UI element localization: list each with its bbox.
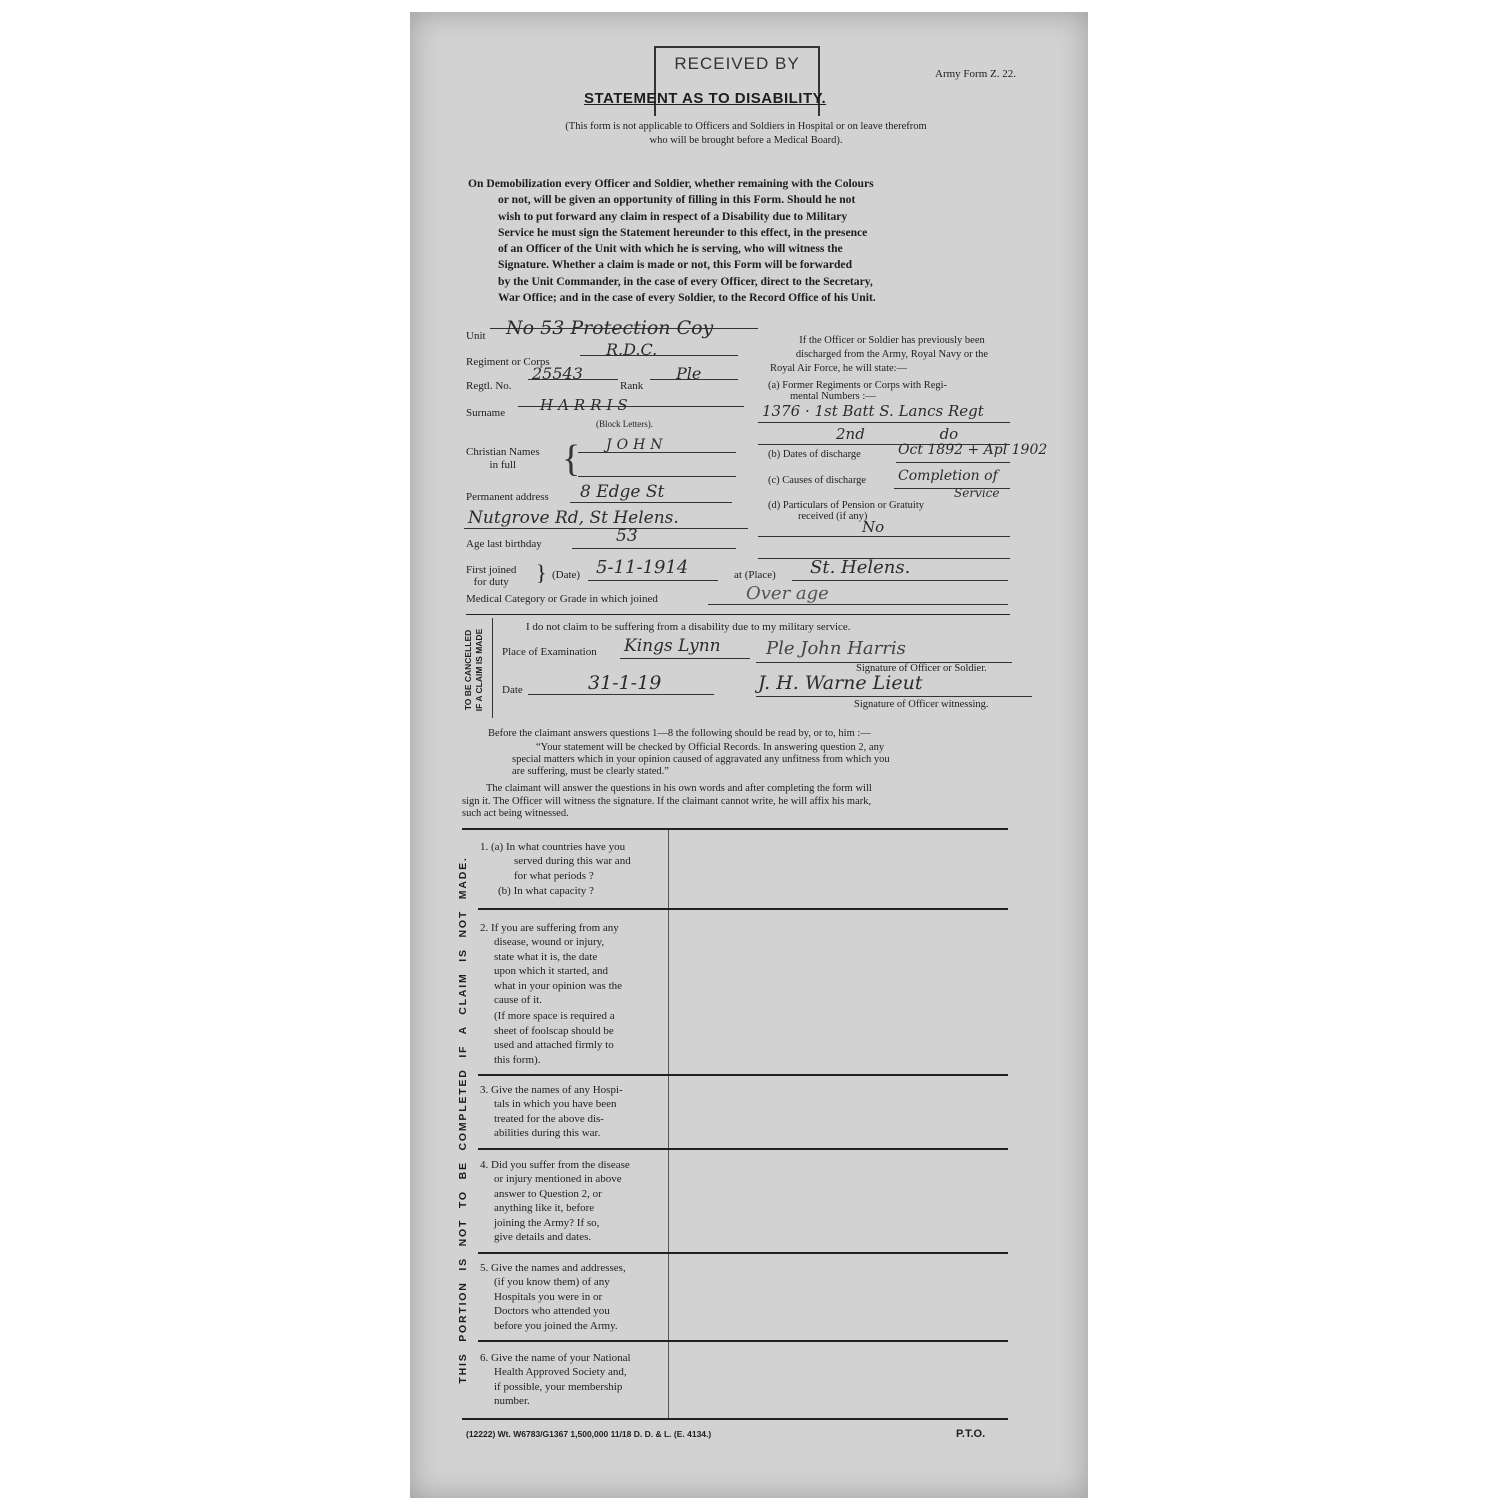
question-6 (480, 1351, 666, 1409)
q1-line: 1. (a) In what countries have you (480, 841, 626, 853)
place-label: at (Place) (734, 569, 776, 581)
q2-line: cause of it. (494, 994, 542, 1007)
intro-line: Signature. Whether a claim is made or not, this Form will be forwarded (498, 258, 853, 272)
q3-line: treated for the above dis- (494, 1112, 604, 1125)
declaration-date-label: Date (502, 684, 523, 696)
former-label-1: (a) Former Regiments or Corps with Regi- (768, 380, 948, 391)
christian-label-2: in full (489, 459, 517, 471)
claimant-line-2: sign it. The Officer will witness the signature. If the claimant cannot write, he will affix his mark, (462, 795, 872, 807)
question-4 (480, 1158, 666, 1244)
joined-date: 5-11-1914 (596, 557, 689, 578)
discharge-causes-value-1: Completion of (898, 468, 998, 484)
cancel-side-2: IF A CLAIM IS MADE (474, 628, 484, 712)
q5-line: Hospitals you were in or (494, 1290, 603, 1303)
address-line-1: 8 Edge St (580, 482, 665, 502)
q5-line: 5. Give the names and addresses, (480, 1262, 626, 1274)
intro-line: War Office; and in the case of every Soldier, to the Record Office of his Unit. (498, 291, 876, 305)
intro-line: Service he must sign the Statement hereunder to this effect, in the presence (498, 225, 868, 239)
q1-line: (b) In what capacity ? (498, 885, 594, 898)
rank-label: Rank (620, 380, 644, 392)
joined-place: St. Helens. (810, 557, 911, 578)
surname-label: Surname (466, 407, 506, 419)
unit-value: No 53 Protection Coy (506, 317, 714, 339)
question-2 (480, 921, 666, 1067)
instructions-intro: Before the claimant answers questions 1—8 the following should be read by, or to, him :— (488, 728, 871, 739)
previous-intro-3: Royal Air Force, he will state:— (770, 363, 908, 374)
q3-line: 3. Give the names of any Hospi- (480, 1084, 623, 1096)
q3-line: abilities during this war. (494, 1127, 601, 1140)
q2-line: this form). (494, 1053, 541, 1066)
exam-place-value: Kings Lynn (624, 636, 721, 656)
form-paper (410, 12, 1088, 1498)
q2-line: (If more space is required a (494, 1010, 615, 1023)
medical-label: Medical Category or Grade in which joined (466, 593, 658, 605)
claim-portion-text: THIS PORTION IS NOT TO BE COMPLETED IF A CLAIM IS NOT MADE. (457, 856, 469, 1384)
joined-label-1: First joined (466, 564, 517, 576)
christian-label-1: Christian Names (466, 446, 540, 458)
intro-line: On Demobilization every Officer and Soldier, whether remaining with the Colours (468, 177, 874, 190)
pension-label-2: received (if any) (798, 511, 868, 522)
intro-line: wish to put forward any claim in respect of a Disability due to Military (498, 209, 848, 223)
intro-line: or not, will be given an opportunity of filling in this Form. Should he not (498, 193, 856, 207)
q4-line: 4. Did you suffer from the disease (480, 1159, 630, 1171)
q4-line: give details and dates. (494, 1231, 592, 1244)
q4-line: anything like it, before (494, 1202, 595, 1215)
date-label: (Date) (552, 569, 581, 581)
discharge-causes-label: (c) Causes of discharge (768, 475, 867, 486)
discharge-causes-value-2: Service (954, 486, 1000, 500)
stamp-text: RECEIVED BY (674, 54, 800, 73)
print-info: (12222) Wt. W6783/G1367 1,500,000 11/18 D. D. & L. (E. 4134.) (466, 1429, 712, 1439)
q1-line: served during this war and (514, 855, 631, 868)
q6-line: 6. Give the name of your National (480, 1352, 631, 1364)
intro-line: of an Officer of the Unit with which he is serving, who will witness the (498, 242, 843, 256)
cancel-side-label (458, 624, 490, 716)
q2-line: state what it is, the date (494, 950, 598, 963)
officer-signature: J. H. Warne Lieut (758, 672, 923, 694)
intro-paragraph (468, 176, 1016, 306)
exam-place-label: Place of Examination (502, 646, 597, 658)
block-letters-note: (Block Letters). (596, 419, 653, 429)
claim-portion-side-label (450, 830, 476, 1420)
q2-line: upon which it started, and (494, 965, 608, 978)
former-regiments-value-2: 2nd do (836, 425, 959, 443)
previous-intro-2: discharged from the Army, Royal Navy or the (795, 349, 989, 360)
q4-line: joining the Army? If so, (494, 1216, 600, 1229)
regiment-label: Regiment or Corps (466, 356, 550, 368)
claimant-line-1: The claimant will answer the questions in his own words and after completing the form will (486, 783, 872, 794)
unit-label: Unit (466, 330, 486, 342)
q6-line: Health Approved Society and, (494, 1366, 627, 1379)
pension-label-1: (d) Particulars of Pension or Gratuity (768, 500, 925, 511)
q5-line: Doctors who attended you (494, 1305, 610, 1318)
form-number: Army Form Z. 22. (935, 68, 1016, 80)
q6-line: number. (494, 1395, 530, 1408)
question-5 (480, 1261, 666, 1333)
q3-line: tals in which you have been (494, 1098, 617, 1111)
christian-brace: { (562, 438, 581, 480)
claimant-line-3: such act being witnessed. (462, 808, 569, 819)
instructions-quote (512, 742, 1012, 778)
question-3 (480, 1083, 666, 1141)
declaration-date-value: 31-1-19 (588, 672, 662, 694)
address-label: Permanent address (466, 491, 549, 503)
previous-intro (758, 334, 1012, 376)
former-regiments-value-1: 1376 · 1st Batt S. Lancs Regt (762, 402, 984, 420)
q2-line: used and attached firmly to (494, 1039, 614, 1052)
soldier-signature: Ple John Harris (766, 638, 906, 659)
q5-line: before you joined the Army. (494, 1319, 618, 1332)
title-note (506, 120, 986, 148)
q4-line: answer to Question 2, or (494, 1187, 602, 1200)
medical-value: Over age (746, 583, 829, 604)
cancel-side-1: TO BE CANCELLED (463, 629, 473, 711)
pension-label (768, 499, 924, 524)
discharge-dates-label: (b) Dates of discharge (768, 449, 861, 460)
rank-value: Ple (676, 364, 702, 383)
note-line-2: who will be brought before a Medical Board). (649, 135, 843, 146)
regtl-no-value: 25543 (532, 364, 583, 383)
q5-line: (if you know them) of any (494, 1276, 610, 1289)
q2-line: what in your opinion was the (494, 979, 623, 992)
joined-brace: } (536, 560, 547, 585)
former-regiments-label (768, 379, 947, 404)
soldier-signature-label: Signature of Officer or Soldier. (856, 663, 987, 674)
discharge-dates-value: Oct 1892 + Apl 1902 (898, 442, 1048, 458)
q1-line: for what periods ? (514, 869, 594, 882)
age-label: Age last birthday (466, 538, 542, 550)
intro-line: by the Unit Commander, in the case of every Officer, direct to the Secretary, (498, 274, 873, 288)
previous-intro-1: If the Officer or Soldier has previously been (799, 335, 985, 346)
q2-line: 2. If you are suffering from any (480, 922, 619, 934)
quote-line-2: special matters which in your opinion caused of aggravated any unfitness from which you (512, 754, 890, 765)
age-value: 53 (616, 526, 638, 546)
regiment-value: R.D.C. (606, 340, 658, 359)
christian-names-label (466, 446, 540, 472)
pension-value: No (862, 518, 885, 536)
pto-label: P.T.O. (956, 1428, 986, 1440)
quote-line-3: are suffering, must be clearly stated.” (512, 766, 669, 777)
q4-line: or injury mentioned in above (494, 1173, 622, 1186)
question-1 (480, 840, 666, 899)
q2-line: sheet of foolscap should be (494, 1024, 614, 1037)
quote-line-1: “Your statement will be checked by Official Records. In answering question 2, any (536, 742, 885, 753)
first-joined-label (466, 564, 516, 588)
joined-label-2: for duty (473, 576, 509, 588)
q2-line: disease, wound or injury, (494, 936, 605, 949)
q6-line: if possible, your membership (494, 1380, 623, 1393)
former-label-2: mental Numbers :— (790, 391, 876, 402)
note-line-1: (This form is not applicable to Officers and Soldiers in Hospital or on leave therefrom (565, 121, 927, 132)
form-title: STATEMENT AS TO DISABILITY. (584, 90, 827, 107)
officer-signature-label: Signature of Officer witnessing. (854, 699, 989, 710)
no-claim-statement: I do not claim to be suffering from a disability due to my military service. (526, 621, 851, 633)
regtl-no-label: Regtl. No. (466, 380, 512, 392)
christian-names-value: JOHN (606, 437, 668, 453)
surname-value: HARRIS (540, 396, 633, 414)
instructions-claimant (462, 783, 1022, 821)
address-line-2: Nutgrove Rd, St Helens. (468, 508, 679, 528)
